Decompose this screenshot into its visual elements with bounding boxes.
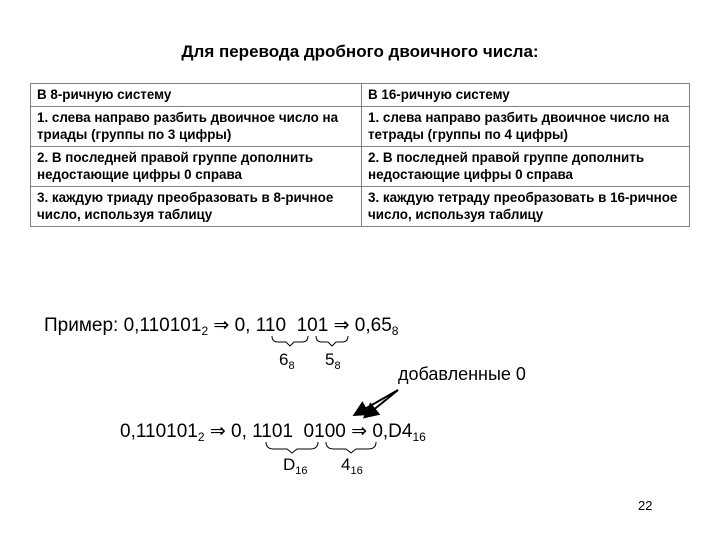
hex-step-1: 1. слева направо разбить двоичное число на тетрады (группы по 4 цифры) (362, 107, 690, 147)
example-hex-result: 0,D4 (372, 421, 413, 442)
page-number: 22 (638, 498, 653, 513)
example-hex-source-base: 2 (197, 430, 205, 444)
hex-digit-base: 16 (295, 465, 308, 477)
example-octal-source-base: 2 (201, 324, 209, 338)
hex-digit-value: D (283, 455, 296, 474)
example-octal-result: 0,65 (354, 315, 392, 336)
example-hex-result-base: 16 (412, 430, 426, 444)
octal-step-1: 1. слева направо разбить двоичное число на триады (группы по 3 цифры) (31, 107, 362, 147)
header-octal: В 8-ричную систему (31, 84, 362, 107)
octal-step-3: 3. каждую триаду преобразовать в 8-ричное число, используя таблицу (31, 187, 362, 227)
example-octal-result-base: 8 (391, 324, 399, 338)
octal-digit-base: 8 (334, 360, 341, 372)
example-octal-grouped: 0, 110 101 (234, 315, 329, 336)
added-zeros-label: добавленные 0 (398, 364, 526, 384)
implies-arrow: ⇒ (209, 421, 226, 442)
hex-step-3: 3. каждую тетраду преобразовать в 16-ричное число, используя таблицу (362, 187, 690, 227)
example-hex-source: 0,110101 (120, 421, 198, 442)
arrow-to-added-zero (366, 390, 398, 416)
arrow-to-added-zero (356, 390, 398, 414)
implies-arrow: ⇒ (333, 315, 350, 336)
hex-digit-base: 16 (350, 465, 363, 477)
brace-group-110 (272, 336, 308, 346)
implies-arrow: ⇒ (213, 315, 230, 336)
header-hex: В 16-ричную систему (362, 84, 690, 107)
implies-arrow: ⇒ (351, 421, 368, 442)
octal-step-2: 2. В последней правой группе дополнить недостающие цифры 0 справа (31, 147, 362, 187)
hex-digit-value: 4 (341, 455, 351, 474)
octal-digit-value: 6 (279, 350, 289, 369)
octal-digit-base: 8 (288, 360, 295, 372)
octal-digit-value: 5 (325, 350, 335, 369)
brace-group-0100 (326, 442, 376, 453)
example-octal-source: Пример: 0,110101 (44, 315, 202, 336)
hex-step-2: 2. В последней правой группе дополнить недостающие цифры 0 справа (362, 147, 690, 187)
slide-title: Для перевода дробного двоичного числа: (181, 42, 539, 61)
brace-group-1101 (266, 442, 318, 453)
brace-group-101 (316, 336, 348, 346)
example-hex-grouped: 0, 1101 0100 (231, 421, 346, 442)
